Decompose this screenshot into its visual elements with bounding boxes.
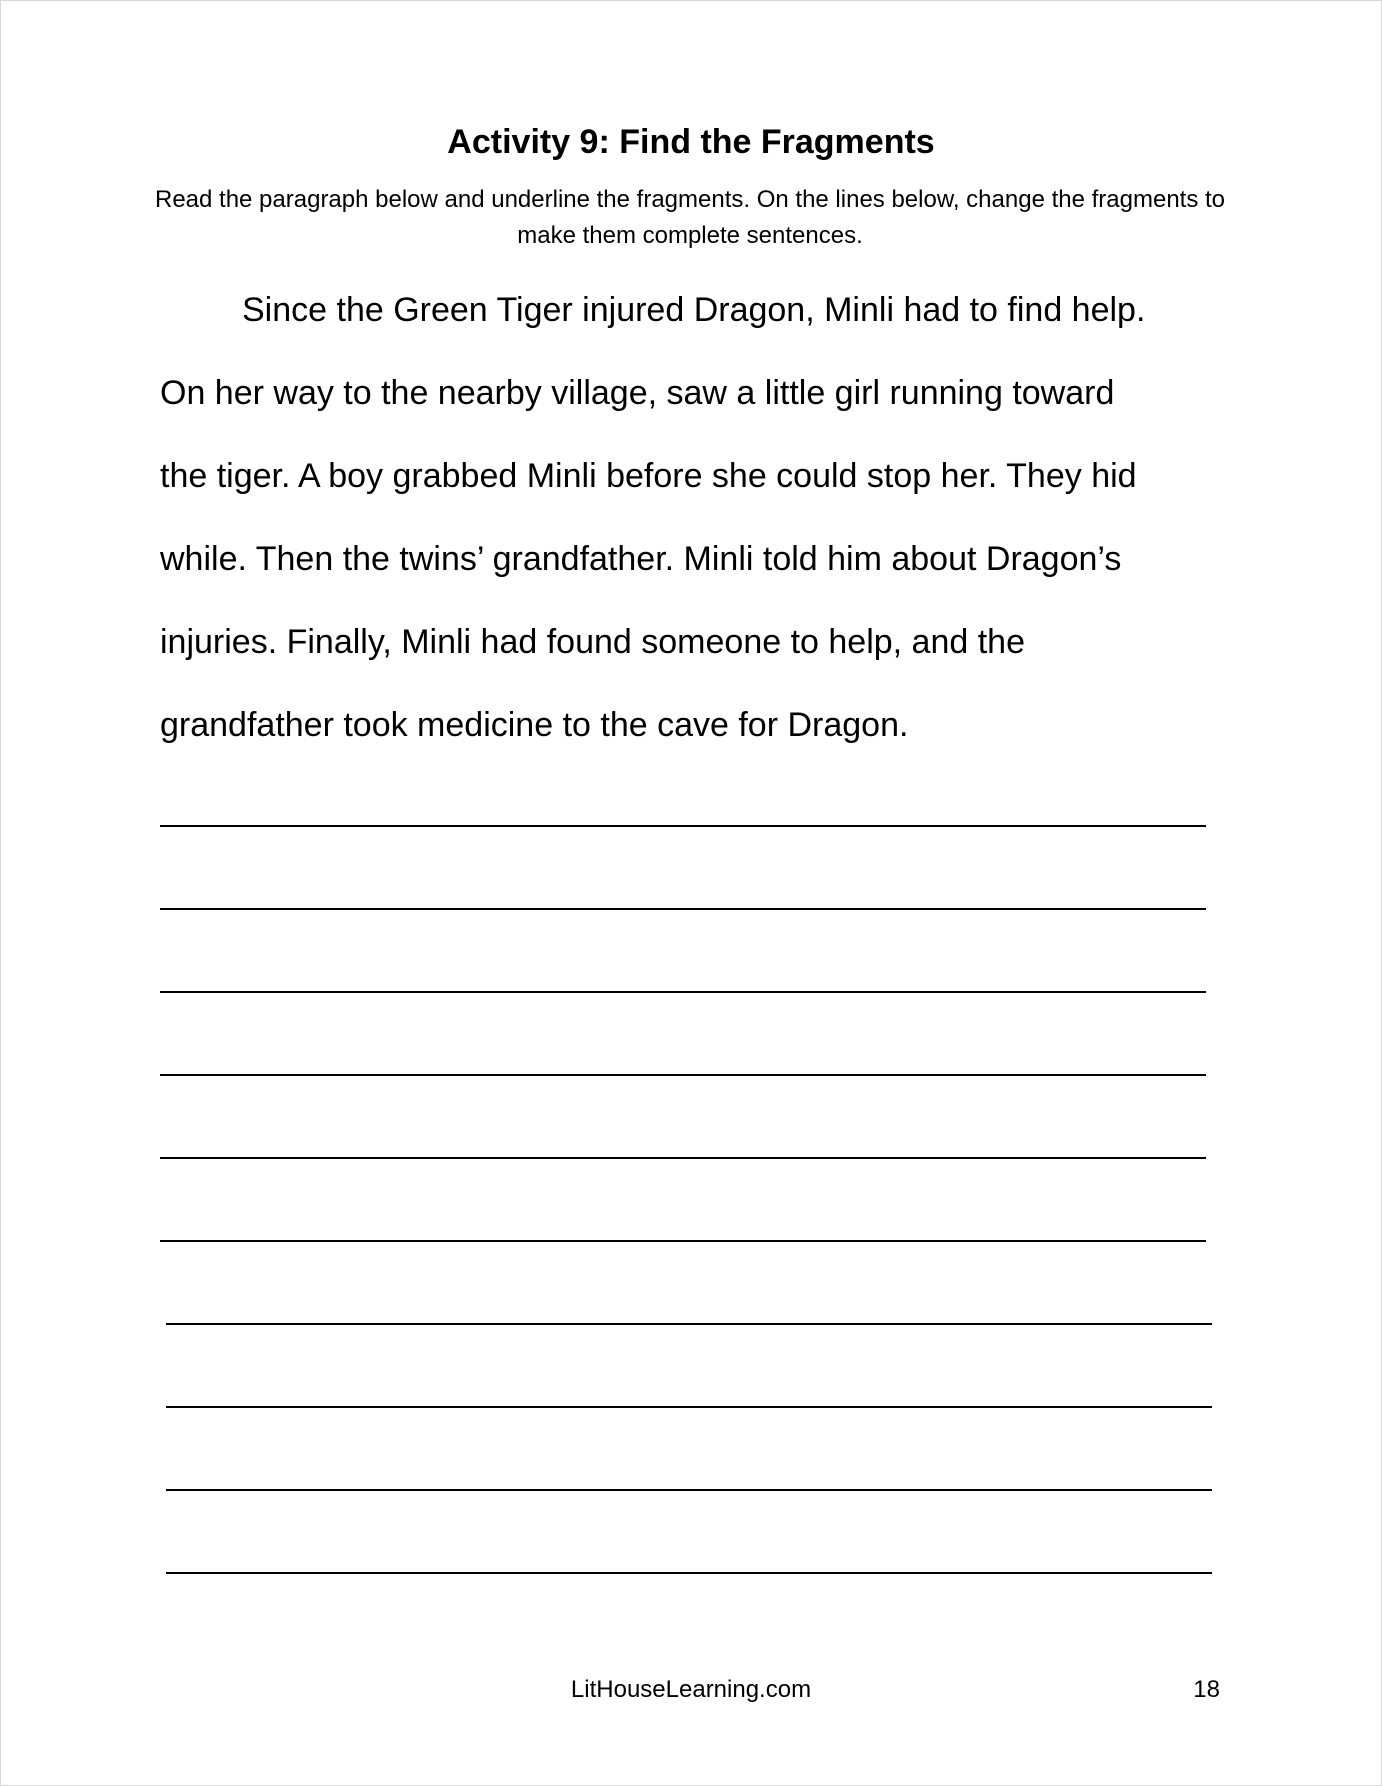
answer-line[interactable] xyxy=(166,1489,1212,1491)
answer-line[interactable] xyxy=(160,1157,1206,1159)
footer-website: LitHouseLearning.com xyxy=(570,1676,812,1703)
paragraph-line: injuries. Finally, Minli had found someone to help, and the xyxy=(160,623,1025,661)
answer-line[interactable] xyxy=(160,1074,1206,1076)
page-number: 18 xyxy=(1193,1676,1220,1703)
paragraph-line: grandfather took medicine to the cave for Dragon. xyxy=(160,706,909,744)
paragraph-line: On her way to the nearby village, saw a little girl running toward xyxy=(160,374,1115,412)
answer-line[interactable] xyxy=(166,1323,1212,1325)
answer-line[interactable] xyxy=(160,991,1206,993)
paragraph-line: Since the Green Tiger injured Dragon, Minli had to find help. xyxy=(242,291,1146,329)
paragraph-line: while. Then the twins’ grandfather. Minli told him about Dragon’s xyxy=(160,540,1122,578)
answer-line[interactable] xyxy=(160,1240,1206,1242)
paragraph-line: the tiger. A boy grabbed Minli before she could stop her. They hid xyxy=(160,457,1137,495)
page-title: Activity 9: Find the Fragments xyxy=(447,123,935,161)
answer-line[interactable] xyxy=(160,825,1206,827)
answer-line[interactable] xyxy=(160,908,1206,910)
instructions: Read the paragraph below and underline the fragments. On the lines below, change the fragments to make them complete sentences. xyxy=(154,186,1226,249)
answer-line[interactable] xyxy=(166,1572,1212,1574)
answer-line[interactable] xyxy=(166,1406,1212,1408)
